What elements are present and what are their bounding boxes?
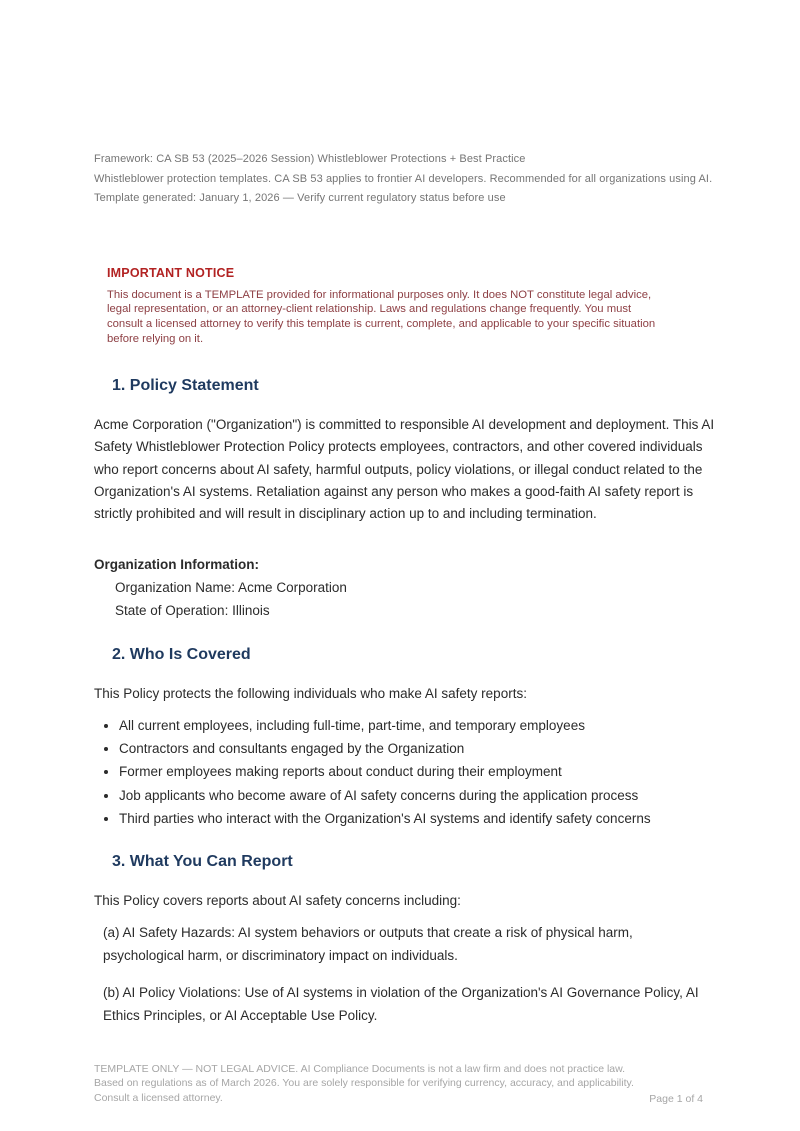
section-heading-policy-statement: 1. Policy Statement — [112, 377, 259, 395]
report-item-b: (b) AI Policy Violations: Use of AI systems in violation of the Organization's AI Governance Policy, AI Ethics Principles, or AI Acceptable Use Policy. — [103, 984, 699, 1023]
covered-item: • Third parties who interact with the Organization's AI systems and identify safety concerns — [119, 807, 717, 830]
covered-list — [94, 714, 717, 830]
template-generated-line: Template generated: January 1, 2026 — Verify current regulatory status before use — [94, 192, 506, 205]
important-notice — [107, 266, 717, 346]
page-number: Page 1 of 4 — [649, 1093, 703, 1105]
covered-item: • All current employees, including full-time, part-time, and temporary employees — [119, 714, 717, 737]
template-meta — [94, 150, 717, 209]
template-framework-line: Framework: CA SB 53 (2025–2026 Session) Whistleblower Protections + Best Practice — [94, 153, 526, 165]
state-of-operation-field: State of Operation: Illinois — [115, 602, 270, 618]
footer-disclaimer: TEMPLATE ONLY — NOT LEGAL ADVICE. AI Compliance Documents is not a law firm and does not practice law. Based on regulations as of March 2026. You are solely responsible for verifying currency, accuracy, and applicability. Consult a licensed attorney. — [94, 1063, 634, 1104]
covered-item: • Job applicants who become aware of AI safety concerns during the application process — [119, 784, 717, 807]
template-description-line: Whistleblower protection templates. CA SB 53 applies to frontier AI developers. Recommended for all organizations using AI. — [94, 172, 713, 185]
report-item-a: (a) AI Safety Hazards: AI system behaviors or outputs that create a risk of physical harm, psychological harm, or discriminatory impact on individuals. — [103, 925, 633, 964]
important-notice-text: This document is a TEMPLATE provided for informational purposes only. It does NOT constitute legal advice, legal representation, or an attorney-client relationship. Laws and regulations change frequently. You must consult a licensed attorney to verify this template is current, complete, and applicable to your specific situation before relying on it. — [107, 288, 656, 345]
policy-statement-text: Acme Corporation ("Organization") is committed to responsible AI development and deployment. This AI Safety Whistleblower Protection Policy protects employees, contractors, and other covered individuals who report concerns about AI safety, harmful outputs, policy violations, or illegal conduct related to the Organization's AI systems. Retaliation against any person who makes a good-faith AI safety report is strictly prohibited and will result in disciplinary action up to and including termination. — [94, 417, 715, 522]
section-heading-who-is-covered: 2. Who Is Covered — [112, 645, 251, 663]
page-footer — [94, 1062, 703, 1105]
section-heading-what-you-can-report: 3. What You Can Report — [112, 852, 293, 870]
org-name-field: Organization Name: Acme Corporation — [115, 579, 347, 595]
org-info-label: Organization Information: — [94, 556, 259, 572]
what-you-can-report-intro: This Policy covers reports about AI safety concerns including: — [94, 892, 461, 908]
important-notice-title: IMPORTANT NOTICE — [107, 265, 235, 280]
who-is-covered-intro: This Policy protects the following individuals who make AI safety reports: — [94, 685, 527, 701]
covered-item: • Contractors and consultants engaged by the Organization — [119, 737, 717, 760]
organization-info — [94, 553, 717, 622]
covered-item: • Former employees making reports about conduct during their employment — [119, 760, 717, 783]
